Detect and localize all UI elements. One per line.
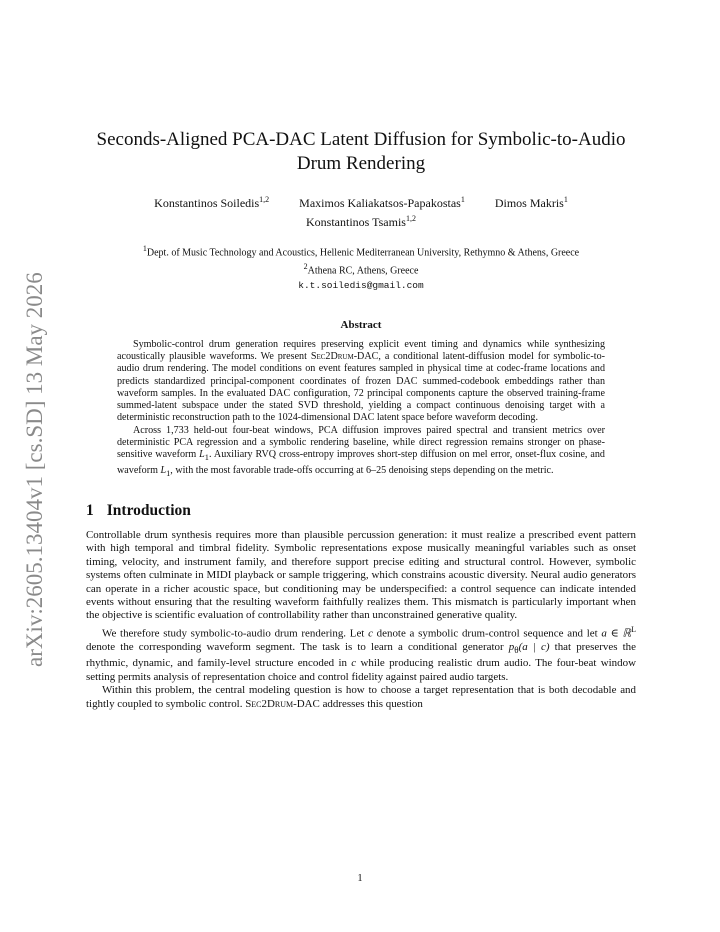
section-body (86, 529, 636, 711)
affiliation: $^2$Athena RC, Athens, Greece (303, 262, 419, 277)
abstract-paragraph: Symbolic-control drum generation requires preserving explicit event timing and dynamics while synthesizing acoustically plausible waveforms. We present Sec2Drum-DAC, a conditional latent-diffusion model for symbolic-to-audio drum rendering. The model conditions on event features sampled in physical time at codec-frame locations and predicts standardized principal-component coordinates of frozen DAC summed-codebook embeddings rather than waveform samples. In the evaluated DAC configuration, 72 principal components capture the observed training-frame summed-latent subspace under the stated SVD threshold, yielding a compact continuous denoising target with a deterministic reconstruction path to the 1024-dimensional DAC latent space before waveform decoding. (117, 338, 605, 424)
body-paragraph: We therefore study symbolic-to-audio drum rendering. Let c denote a symbolic drum-control sequence and let a ∈ ℝ$^L$ denote the corresponding waveform segment. The task is to learn a conditional generator $p_\theta(a$ | c) that preserves the rhythmic, dynamic, and family-level structure encoded in c while producing realistic drum audio. The four-beat window setting permits analysis of representation choice and control fidelity against paired audio targets. (86, 624, 636, 683)
affiliations (86, 242, 636, 293)
abstract-paragraph: Across 1,733 held-out four-beat windows, PCA diffusion improves paired spectral and transient metrics over deterministic PCA regression and a symbolic rendering baseline, while direct regression remains stronger on phase-sensitive waveform $L_1$. Auxiliary RVQ cross-entropy improves short-step diffusion on mel error, onset-flux cosine, and waveform $L_1$, with the most favorable trade-offs occurring at 6–25 denoising steps depending on the metric. (117, 424, 605, 478)
author: Konstantinos Soiledis$^{1,2}$ (154, 195, 270, 210)
abstract-section (117, 319, 605, 480)
paper-title: Seconds-Aligned PCA-DAC Latent Diffusion for Symbolic-to-Audio Drum Rendering (96, 129, 626, 174)
body-paragraph: Controllable drum synthesis requires more than plausible percussion generation: it must realize a prescribed event pattern with high temporal and timbral fidelity. Symbolic representations expose musically meaningful variables such as onset timing, velocity, and instrument family, and therefore support precise editing and structural control. However, symbolic systems often culminate in MIDI playback or sample triggering, which constrains acoustic diversity. Neural audio generators can operate in a richer acoustic space, but conditioning may be underspecified: a control sequence can indicate intended events without ensuring that the resulting waveform faithfully realizes them. This mismatch is particularly important when the objective is scientific evaluation of controllability rather than unconstrained generative quality. (86, 528, 636, 622)
author-row-2 (86, 211, 636, 230)
author: Dimos Makris$^1$ (494, 195, 568, 210)
author-email: k.t.soiledis@gmail.com (298, 279, 424, 291)
section-heading: 1 Introduction (86, 501, 191, 519)
author: Maximos Kaliakatsos-Papakostas$^1$ (299, 195, 465, 210)
paper-page (86, 128, 636, 711)
affiliation: $^1$Dept. of Music Technology and Acoustics, Hellenic Mediterranean University, Rethymno & Athens, Greece (142, 244, 580, 259)
body-paragraph: Within this problem, the central modeling question is how to choose a target representation that is both decodable and tightly coupled to symbolic control. Sec2Drum-DAC addresses this question (86, 684, 636, 710)
author-block (86, 192, 636, 230)
arxiv-identifier-stamp: arXiv:2605.13404v1 [cs.SD] 13 May 2026 (22, 272, 47, 668)
abstract-heading: Abstract (340, 318, 382, 331)
page-number: 1 (357, 873, 363, 884)
author: Konstantinos Tsamis$^{1,2}$ (306, 214, 416, 229)
author-row-1 (86, 192, 636, 211)
